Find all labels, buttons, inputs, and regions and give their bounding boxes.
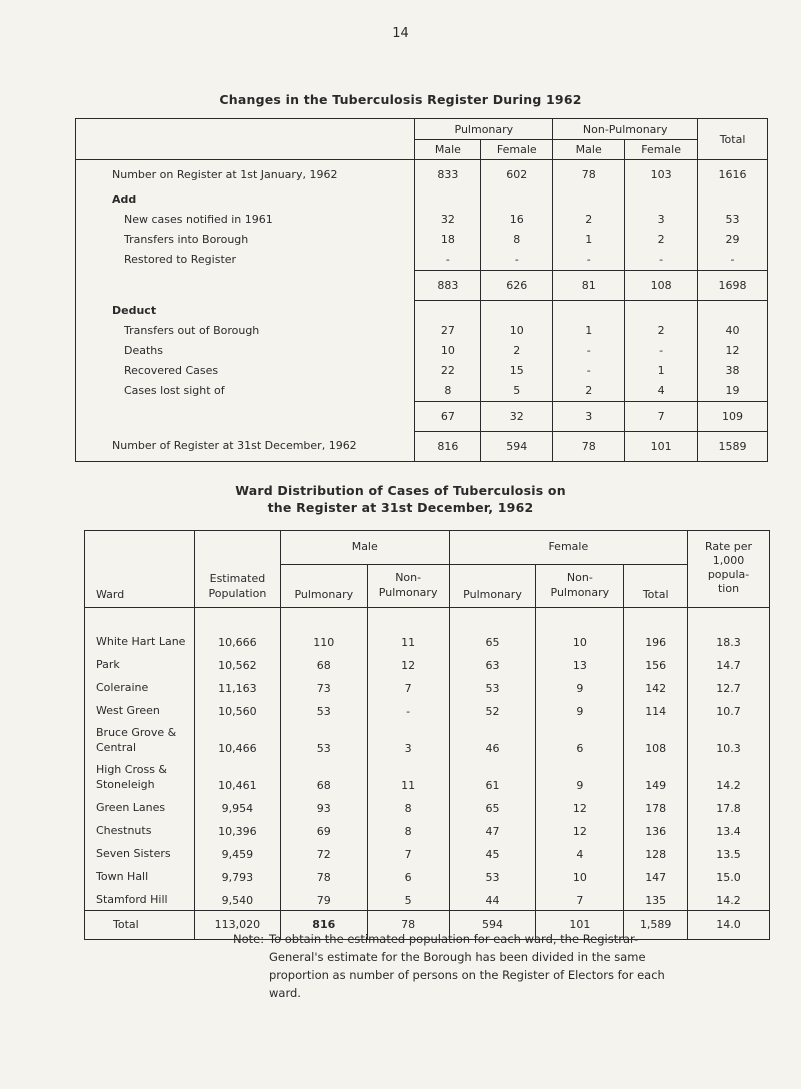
cell-m-pul: 78 (280, 864, 367, 887)
cell-value: 1589 (698, 431, 768, 461)
cell-value: 1616 (698, 160, 768, 190)
ward-name: Bruce Grove & Central (96, 725, 177, 754)
cell-value: 2 (553, 210, 625, 230)
cell-population: 10,560 (194, 698, 280, 721)
total-male-non-pulmonary: 78 (367, 910, 449, 939)
row-label: Cases lost sight of (124, 384, 225, 398)
ward-name: Park (96, 657, 120, 671)
cell-m-pul: 69 (280, 818, 367, 841)
cell-value: 602 (481, 160, 553, 190)
header-male: Male (280, 531, 449, 565)
cell-f-non: 10 (536, 864, 624, 887)
total-female-pulmonary: 594 (449, 910, 536, 939)
table-row (85, 795, 770, 818)
cell-value (553, 190, 625, 210)
header-estimated-population: Estimated Population (194, 531, 280, 608)
table-row (76, 361, 768, 381)
note-text: To obtain the estimated population for each ward, the Registrar-General's estimate for the Borough has been divided in the same proportion as number of persons on the Register of Electors for each ward. (269, 932, 665, 1000)
cell-f-pul: 44 (449, 887, 536, 911)
cell-m-non: 8 (367, 795, 449, 818)
cell-rate: 13.4 (688, 818, 770, 841)
cell-value (415, 190, 481, 210)
cell-value: - (625, 341, 698, 361)
cell-population: 10,466 (194, 721, 280, 758)
cell-value: 3 (553, 401, 625, 431)
cell-f-non: 13 (536, 652, 624, 675)
cell-population: 10,396 (194, 818, 280, 841)
total-population: 113,020 (194, 910, 280, 939)
table-row (76, 381, 768, 402)
header-non-pulmonary: Non-Pulmonary (553, 119, 698, 140)
header-male: Male (415, 140, 481, 160)
table-row (76, 300, 768, 321)
cell-value: 78 (553, 160, 625, 190)
cell-value (625, 190, 698, 210)
cell-population: 9,954 (194, 795, 280, 818)
table-row (85, 758, 770, 795)
table-row (76, 341, 768, 361)
cell-total: 135 (624, 887, 688, 911)
cell-m-pul: 72 (280, 841, 367, 864)
cell-f-non: 9 (536, 698, 624, 721)
cell-total: 178 (624, 795, 688, 818)
cell-f-non: 6 (536, 721, 624, 758)
cell-value: 19 (698, 381, 768, 402)
cell-population: 9,793 (194, 864, 280, 887)
page-number: 14 (392, 26, 409, 41)
cell-value: 101 (625, 431, 698, 461)
total-label: Total (85, 910, 195, 939)
table-row (76, 190, 768, 210)
header-male-non-pulmonary: Non-Pulmonary (367, 565, 449, 608)
cell-value: 103 (625, 160, 698, 190)
cell-m-pul: 110 (280, 608, 367, 652)
row-label: Restored to Register (124, 253, 237, 267)
cell-rate: 15.0 (688, 864, 770, 887)
ward-name: Town Hall (96, 869, 149, 883)
cell-value: 53 (698, 210, 768, 230)
cell-rate: 12.7 (688, 675, 770, 698)
cell-value: 38 (698, 361, 768, 381)
footnote (233, 930, 673, 1002)
row-label: Transfers into Borough (124, 233, 249, 246)
cell-m-non: 5 (367, 887, 449, 911)
cell-f-non: 7 (536, 887, 624, 911)
cell-value: 32 (415, 210, 481, 230)
cell-value: 18 (415, 230, 481, 250)
cell-value: - (553, 361, 625, 381)
total-male-pulmonary: 816 (280, 910, 367, 939)
cell-m-pul: 53 (280, 698, 367, 721)
cell-f-non: 4 (536, 841, 624, 864)
row-label: Deaths (124, 344, 163, 357)
ward-name: Coleraine (96, 680, 149, 694)
cell-value: 16 (481, 210, 553, 230)
cell-f-pul: 46 (449, 721, 536, 758)
cell-rate: 17.8 (688, 795, 770, 818)
row-label: Number of Register at 31st December, 1962 (112, 439, 357, 453)
cell-value: 1698 (698, 270, 768, 300)
cell-m-pul: 68 (280, 652, 367, 675)
cell-m-pul: 93 (280, 795, 367, 818)
cell-f-non: 12 (536, 818, 624, 841)
row-label: Deduct (112, 303, 157, 317)
cell-value (553, 300, 625, 321)
ward-name: Chestnuts (96, 823, 152, 837)
cell-value: 32 (481, 401, 553, 431)
cell-value: 1 (553, 321, 625, 341)
header-male-pulmonary: Pulmonary (280, 565, 367, 608)
cell-m-non: 7 (367, 675, 449, 698)
cell-population: 9,540 (194, 887, 280, 911)
cell-value: 2 (481, 341, 553, 361)
cell-total: 149 (624, 758, 688, 795)
table-row (85, 721, 770, 758)
table-row (76, 270, 768, 300)
cell-f-pul: 61 (449, 758, 536, 795)
row-label: Number on Register at 1st January, 1962 (112, 168, 338, 182)
ward-name: Seven Sisters (96, 846, 171, 860)
row-label (76, 270, 415, 300)
cell-value: - (553, 250, 625, 271)
cell-rate: 14.2 (688, 758, 770, 795)
cell-total: 128 (624, 841, 688, 864)
ward-name: Stamford Hill (96, 892, 168, 906)
table-row (76, 401, 768, 431)
table-row (85, 887, 770, 911)
cell-f-pul: 52 (449, 698, 536, 721)
table-row (85, 652, 770, 675)
cell-value: 1 (625, 361, 698, 381)
cell-m-non: 7 (367, 841, 449, 864)
cell-f-pul: 65 (449, 795, 536, 818)
cell-total: 156 (624, 652, 688, 675)
cell-value: 2 (625, 230, 698, 250)
cell-value: - (481, 250, 553, 271)
cell-value (698, 190, 768, 210)
row-label (76, 401, 415, 431)
cell-population: 11,163 (194, 675, 280, 698)
table2-title-line1: Ward Distribution of Cases of Tuberculosis on (235, 483, 566, 498)
cell-value: 29 (698, 230, 768, 250)
ward-name: Green Lanes (96, 800, 166, 814)
cell-value: 27 (415, 321, 481, 341)
cell-value: 108 (625, 270, 698, 300)
table-row (76, 210, 768, 230)
header-female: Female (481, 140, 553, 160)
cell-total: 196 (624, 608, 688, 652)
cell-total: 114 (624, 698, 688, 721)
cell-value: 10 (415, 341, 481, 361)
cell-value: - (698, 250, 768, 271)
cell-rate: 10.3 (688, 721, 770, 758)
cell-value: 10 (481, 321, 553, 341)
cell-m-pul: 73 (280, 675, 367, 698)
ward-name: White Hart Lane (96, 634, 186, 648)
note-label: Note: (233, 932, 265, 946)
cell-rate: 14.2 (688, 887, 770, 911)
tb-register-changes-table (75, 118, 768, 462)
table2-title-line2: the Register at 31st December, 1962 (267, 500, 534, 515)
cell-f-non: 10 (536, 608, 624, 652)
cell-f-pul: 47 (449, 818, 536, 841)
ward-name: West Green (96, 703, 160, 717)
cell-f-pul: 45 (449, 841, 536, 864)
cell-f-non: 9 (536, 758, 624, 795)
table-row (85, 675, 770, 698)
cell-value (698, 300, 768, 321)
row-label: New cases notified in 1961 (124, 213, 273, 226)
cell-total: 147 (624, 864, 688, 887)
cell-value: 594 (481, 431, 553, 461)
table-row (76, 230, 768, 250)
table-row (85, 864, 770, 887)
cell-value: - (625, 250, 698, 271)
cell-value (415, 300, 481, 321)
header-female: Female (449, 531, 687, 565)
header-female-non-pulmonary: Non-Pulmonary (536, 565, 624, 608)
cell-value: 78 (553, 431, 625, 461)
cell-population: 9,459 (194, 841, 280, 864)
cell-f-pul: 63 (449, 652, 536, 675)
row-label: Add (112, 193, 137, 206)
cell-total: 108 (624, 721, 688, 758)
table-row (76, 250, 768, 271)
total-total: 1,589 (624, 910, 688, 939)
table-row (85, 608, 770, 652)
cell-value: 833 (415, 160, 481, 190)
cell-value (481, 300, 553, 321)
header-female-pulmonary: Pulmonary (449, 565, 536, 608)
cell-f-pul: 53 (449, 675, 536, 698)
header-female: Female (625, 140, 698, 160)
cell-population: 10,666 (194, 608, 280, 652)
cell-m-pul: 53 (280, 721, 367, 758)
cell-f-pul: 53 (449, 864, 536, 887)
cell-value: 7 (625, 401, 698, 431)
cell-f-pul: 65 (449, 608, 536, 652)
cell-m-non: 3 (367, 721, 449, 758)
cell-rate: 18.3 (688, 608, 770, 652)
table2-header-row1 (85, 531, 770, 565)
cell-m-non: - (367, 698, 449, 721)
header-total: Total (624, 565, 688, 608)
cell-value: 2 (553, 381, 625, 402)
cell-value (625, 300, 698, 321)
cell-m-non: 8 (367, 818, 449, 841)
cell-value: 81 (553, 270, 625, 300)
cell-value: 626 (481, 270, 553, 300)
cell-total: 142 (624, 675, 688, 698)
cell-value: 883 (415, 270, 481, 300)
cell-m-pul: 79 (280, 887, 367, 911)
ward-name: High Cross & Stoneleigh (96, 762, 168, 791)
cell-rate: 14.7 (688, 652, 770, 675)
cell-value: 8 (415, 381, 481, 402)
total-female-non-pulmonary: 101 (536, 910, 624, 939)
cell-m-non: 12 (367, 652, 449, 675)
cell-rate: 13.5 (688, 841, 770, 864)
cell-rate: 10.7 (688, 698, 770, 721)
table-row (85, 841, 770, 864)
cell-value: - (553, 341, 625, 361)
cell-value: 22 (415, 361, 481, 381)
table-row (76, 431, 768, 461)
cell-value: 67 (415, 401, 481, 431)
table1-title: Changes in the Tuberculosis Register During 1962 (219, 92, 582, 107)
cell-value: 4 (625, 381, 698, 402)
table-row (76, 321, 768, 341)
cell-value: 40 (698, 321, 768, 341)
table-row (85, 818, 770, 841)
cell-value: 1 (553, 230, 625, 250)
cell-value: - (415, 250, 481, 271)
cell-value: 816 (415, 431, 481, 461)
cell-value (481, 190, 553, 210)
cell-m-non: 6 (367, 864, 449, 887)
table1-group-header (76, 119, 768, 140)
header-ward: Ward (85, 531, 195, 608)
row-label: Transfers out of Borough (124, 324, 260, 337)
cell-value: 8 (481, 230, 553, 250)
cell-value: 5 (481, 381, 553, 402)
cell-value: 15 (481, 361, 553, 381)
cell-population: 10,461 (194, 758, 280, 795)
row-label: Recovered Cases (124, 364, 219, 377)
table-row (85, 698, 770, 721)
header-pulmonary: Pulmonary (415, 119, 553, 140)
cell-m-non: 11 (367, 608, 449, 652)
cell-f-non: 12 (536, 795, 624, 818)
cell-value: 12 (698, 341, 768, 361)
header-rate: Rate per 1,000 popula- tion (688, 531, 770, 608)
ward-distribution-table (84, 530, 770, 940)
cell-total: 136 (624, 818, 688, 841)
cell-m-non: 11 (367, 758, 449, 795)
cell-m-pul: 68 (280, 758, 367, 795)
cell-value: 2 (625, 321, 698, 341)
cell-population: 10,562 (194, 652, 280, 675)
table-row (76, 160, 768, 190)
header-total: Total (698, 119, 768, 160)
cell-value: 3 (625, 210, 698, 230)
total-rate: 14.0 (688, 910, 770, 939)
cell-value: 109 (698, 401, 768, 431)
cell-f-non: 9 (536, 675, 624, 698)
header-male: Male (553, 140, 625, 160)
